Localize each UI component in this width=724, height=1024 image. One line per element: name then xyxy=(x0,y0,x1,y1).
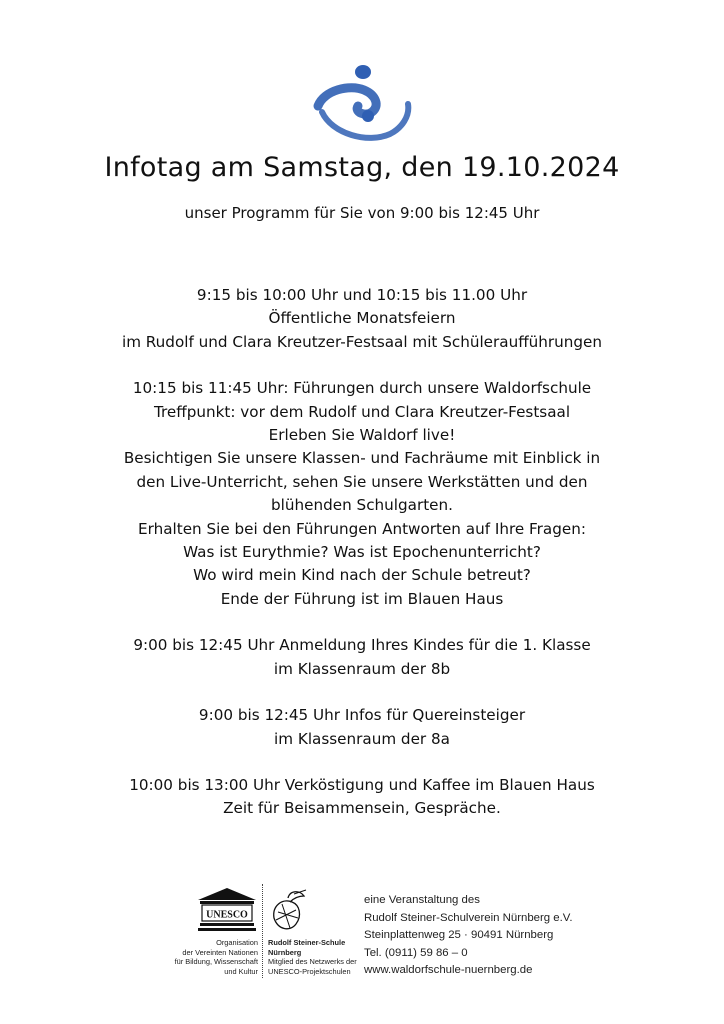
program-line: 10:15 bis 11:45 Uhr: Führungen durch unsere Waldorfschule xyxy=(132,379,592,398)
program-line: im Klassenraum der 8b xyxy=(273,659,451,678)
unesco-caption: Organisation der Vereinten Nationen für Bildung, Wissenschaft und Kultur xyxy=(174,938,258,976)
program-item-quereinsteiger xyxy=(0,704,724,751)
page-title: Infotag am Samstag, den 19.10.2024 xyxy=(104,152,620,183)
school-caption: Rudolf Steiner-Schule Nürnberg Mitglied des Netzwerks der UNESCO-Projektschulen xyxy=(268,938,357,976)
program-line: Ende der Führung ist im Blauen Haus xyxy=(220,589,504,608)
page-subtitle: unser Programm für Sie von 9:00 bis 12:45 Uhr xyxy=(184,204,540,222)
unesco-wordmark: UNESCO xyxy=(206,909,248,921)
program-line: 9:15 bis 10:00 Uhr und 10:15 bis 11.00 Uhr xyxy=(196,286,528,304)
program-line: Was ist Eurythmie? Was ist Epochenunterricht? xyxy=(183,543,541,562)
program-line: Erhalten Sie bei den Führungen Antworten auf Ihre Fragen: xyxy=(138,519,586,538)
program-item-anmeldung xyxy=(0,634,724,681)
program-line: im Klassenraum der 8a xyxy=(274,729,450,748)
contact-info xyxy=(364,892,604,980)
organizer-intro: eine Veranstaltung des xyxy=(364,894,480,906)
program-item-fuehrungen xyxy=(0,377,724,611)
organizer-phone: Tel. (0911) 59 86 – 0 xyxy=(364,946,468,959)
program-line: 9:00 bis 12:45 Uhr Infos für Quereinsteiger xyxy=(198,706,526,725)
organizer-name: Rudolf Steiner-Schulverein Nürnberg e.V. xyxy=(364,911,573,924)
program-line: Treffpunkt: vor dem Rudolf und Clara Kreutzer-Festsaal xyxy=(153,402,571,421)
program-list xyxy=(0,284,724,844)
organizer-address: Steinplattenweg 25 · 90491 Nürnberg xyxy=(364,929,554,942)
footer xyxy=(0,880,724,990)
program-line: 10:00 bis 13:00 Uhr Verköstigung und Kaffee im Blauen Haus xyxy=(129,775,595,794)
program-line: im Rudolf und Clara Kreutzer-Festsaal mit Schüleraufführungen xyxy=(121,332,603,351)
program-line: Wo wird mein Kind nach der Schule betreut? xyxy=(193,566,531,585)
school-emblem-icon xyxy=(268,888,308,936)
program-line: blühenden Schulgarten. xyxy=(271,496,453,515)
program-line: 9:00 bis 12:45 Uhr Anmeldung Ihres Kindes für die 1. Klasse xyxy=(133,636,591,655)
program-item-verkoestigung xyxy=(0,774,724,821)
program-line: den Live-Unterricht, sehen Sie unsere Werkstätten und den xyxy=(136,472,588,491)
school-logo-icon xyxy=(310,60,416,146)
website-link[interactable]: www.waldorfschule-nuernberg.de xyxy=(364,964,533,977)
program-item-monatsfeiern xyxy=(0,284,724,354)
program-line: Zeit für Beisammensein, Gespräche. xyxy=(223,799,501,818)
program-line: Öffentliche Monatsfeiern xyxy=(268,309,456,328)
divider xyxy=(262,884,263,978)
program-line: Erleben Sie Waldorf live! xyxy=(268,426,456,445)
unesco-temple-icon xyxy=(196,886,258,936)
program-line: Besichtigen Sie unsere Klassen- und Fachräume mit Einblick in xyxy=(123,449,601,468)
